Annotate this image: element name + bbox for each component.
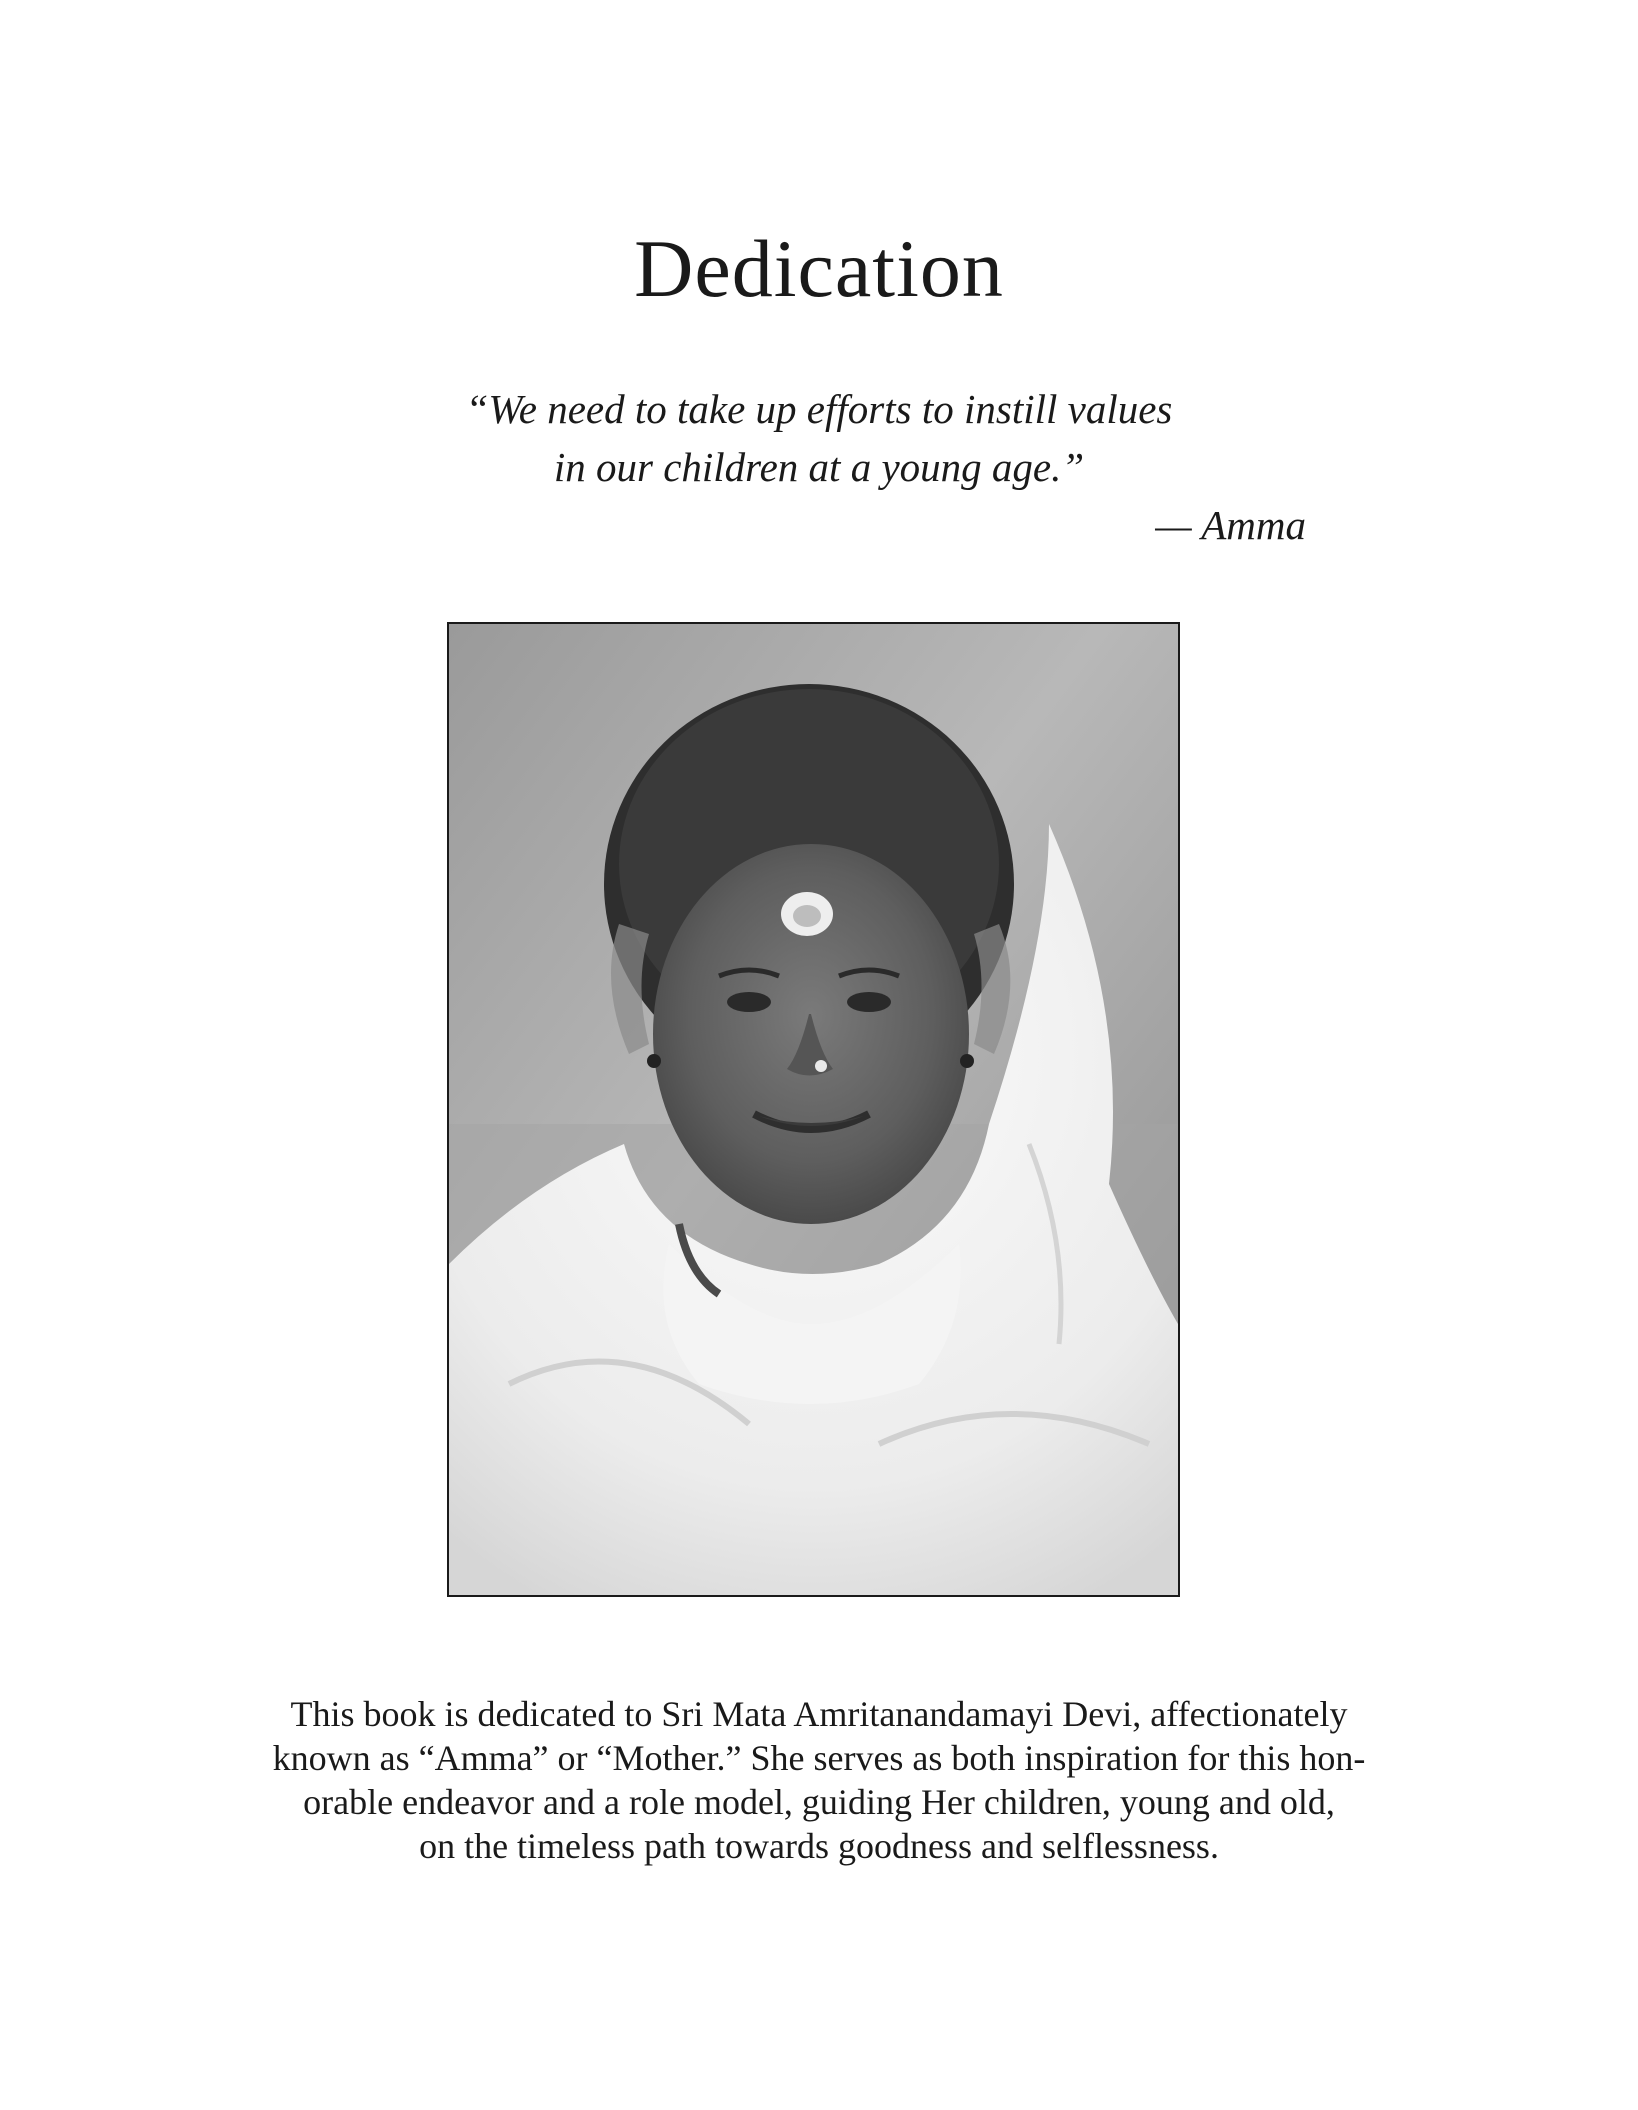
dedication-line: This book is dedicated to Sri Mata Amritanandamayi Devi, affectionately xyxy=(290,1694,1348,1734)
dedication-text xyxy=(0,1692,1638,1868)
portrait-photo xyxy=(447,622,1180,1597)
quote-line: “We need to take up efforts to instill values xyxy=(465,386,1173,432)
quote xyxy=(0,380,1638,496)
quote-line: in our children at a young age.” xyxy=(553,444,1085,490)
page-title: Dedication xyxy=(634,223,1004,314)
dedication-line: orable endeavor and a role model, guiding Her children, young and old, xyxy=(303,1782,1335,1822)
dedication-line: known as “Amma” or “Mother.” She serves as both inspiration for this hon- xyxy=(272,1738,1366,1778)
dedication-line: on the timeless path towards goodness and selflessness. xyxy=(419,1826,1219,1866)
quote-attribution: — Amma xyxy=(1155,502,1306,548)
